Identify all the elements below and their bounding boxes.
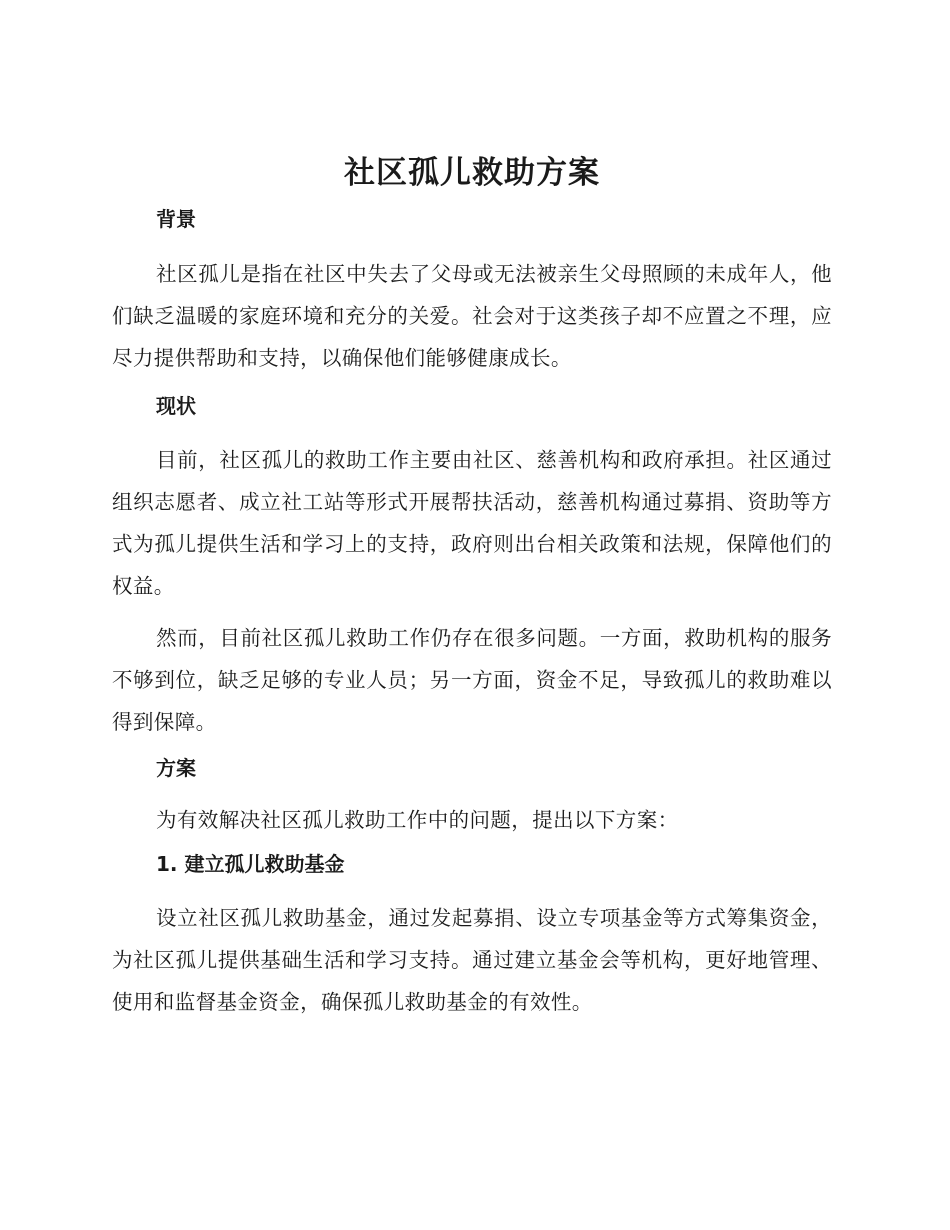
plan-item-heading-1: 1. 建立孤儿救助基金	[156, 852, 345, 876]
section-heading-status: 现状	[156, 394, 196, 418]
page-title: 社区孤儿救助方案	[344, 155, 600, 191]
section-heading-background: 背景	[156, 207, 196, 231]
plan-intro-paragraph: 为有效解决社区孤儿救助工作中的问题，提出以下方案：	[156, 808, 679, 832]
status-paragraph-1: 目前，社区孤儿的救助工作主要由社区、慈善机构和政府承担。社区通过组织志愿者、成立社工站等形式开展帮扶活动，慈善机构通过募捐、资助等方式为孤儿提供生活和学习上的支持，政府则出台相关政策和法规，保障他们的权益。	[112, 448, 832, 598]
section-heading-plan: 方案	[156, 756, 196, 780]
document-body	[112, 150, 832, 1023]
status-paragraph-2: 然而，目前社区孤儿救助工作仍存在很多问题。一方面，救助机构的服务不够到位，缺乏足够的专业人员；另一方面，资金不足，导致孤儿的救助难以得到保障。	[112, 626, 832, 734]
background-paragraph: 社区孤儿是指在社区中失去了父母或无法被亲生父母照顾的未成年人，他们缺乏温暖的家庭环境和充分的关爱。社会对于这类孩子却不应置之不理，应尽力提供帮助和支持，以确保他们能够健康成长。	[112, 262, 832, 370]
plan-item-paragraph-1: 设立社区孤儿救助基金，通过发起募捐、设立专项基金等方式筹集资金，为社区孤儿提供基础生活和学习支持。通过建立基金会等机构，更好地管理、使用和监督基金资金，确保孤儿救助基金的有效性。	[112, 906, 832, 1014]
